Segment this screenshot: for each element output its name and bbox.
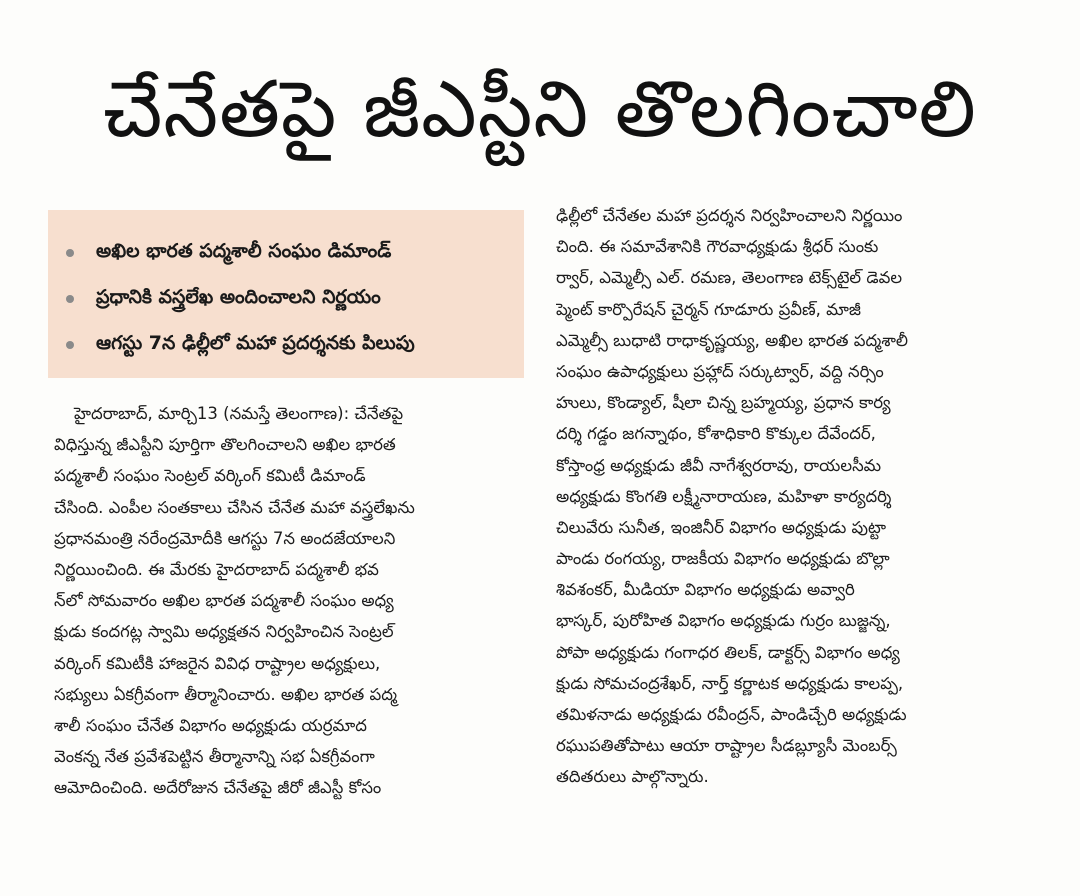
- text-line: సభ్యులు ఏకగ్రీవంగా తీర్మానించారు. అఖిల భారత పద్మ: [54, 684, 398, 704]
- highlight-text: ప్రధానికి వస్త్రలేఖ అందించాలని నిర్ణయం: [96, 285, 381, 308]
- bullet-icon: [66, 249, 74, 257]
- text-line: పోపా అధ్యక్షుడు గంగాధర తిలక్, డాక్టర్స్ విభాగం అధ్య: [556, 642, 900, 662]
- headline: చేనేతపై జీఎస్టీని తొలగించాలి: [103, 65, 977, 155]
- highlights-box: [48, 210, 524, 378]
- text-line: న్‌లో సోమవారం అఖిల భారత పద్మశాలీ సంఘం అధ్య: [54, 591, 394, 611]
- text-line: ర్వార్, ఎమ్మెల్సీ ఎల్. రమణ, తెలంగాణ టెక్స్‌టైల్ డెవల: [556, 268, 903, 288]
- text-line: పద్మశాలీ సంఘం సెంట్రల్ వర్కింగ్ కమిటీ డిమాండ్: [54, 466, 366, 486]
- text-line: సంఘం ఉపాధ్యక్షులు ప్రహ్లాద్ సర్కుట్వార్, వద్ది నర్సిం: [556, 361, 884, 381]
- text-line: చింది. ఈ సమావేశానికి గౌరవాధ్యక్షుడు శ్రీధర్ సుంకు: [556, 237, 879, 257]
- text-line: వర్కింగ్ కమిటీకి హాజరైన వివిధ రాష్ట్రాల అధ్యక్షులు,: [54, 653, 381, 673]
- article-column-right: [556, 200, 1032, 793]
- text-line: హైదరాబాద్, మార్చి13 (నమస్తే తెలంగాణ): చేనేతపై: [74, 404, 404, 423]
- text-line: ఆమోదించింది. అదేరోజున చేనేతపై జీరో జీఎస్టీ కోసం: [54, 778, 382, 798]
- highlight-item: [66, 276, 510, 322]
- text-line: శాలీ సంఘం చేనేత విభాగం అధ్యక్షుడు యర్రమాద: [54, 715, 367, 735]
- text-line: క్షుడు సోమచంద్రశేఖర్, నార్త్ కర్ణాటక అధ్యక్షుడు కాలప్ప,: [556, 673, 904, 693]
- text-line: దర్శి గడ్డం జగన్నాథం, కోశాధికారి కొక్కుల దేవేందర్,: [556, 424, 876, 444]
- article-column-left: [54, 398, 524, 803]
- highlights-list: [66, 230, 510, 368]
- text-line: ఢిల్లీలో చేనేతల మహా ప్రదర్శన నిర్వహించాలని నిర్ణయిం: [556, 206, 903, 225]
- text-line: వెంకన్న నేత ప్రవేశపెట్టిన తీర్మానాన్ని సభ ఏకగ్రీవంగా: [54, 747, 375, 767]
- text-line: నిర్ణయించింది. ఈ మేరకు హైదరాబాద్ పద్మశాలీ భవ: [54, 559, 379, 579]
- text-line: ప్మెంట్ కార్పొరేషన్ చైర్మన్ గూడూరు ప్రవీణ్, మాజీ: [556, 299, 861, 319]
- bullet-icon: [66, 341, 74, 349]
- text-line: తమిళనాడు అధ్యక్షుడు రవీంద్రన్, పాండిచ్చేరి అధ్యక్షుడు: [556, 705, 907, 724]
- text-line: భాస్కర్, పురోహిత విభాగం అధ్యక్షుడు గుర్రం బుజ్జన్న,: [556, 611, 891, 631]
- text-line: చేసింది. ఎంపీల సంతకాలు చేసిన చేనేత మహా వస్త్రలేఖను: [54, 497, 415, 517]
- text-line: విధిస్తున్న జీఎస్టీని పూర్తిగా తొలగించాలని అఖిల భారత: [54, 435, 396, 455]
- text-line: ప్రధానమంత్రి నరేంద్రమోదీకి ఆగస్టు 7న అందజేయాలని: [54, 528, 396, 548]
- bullet-icon: [66, 295, 74, 303]
- text-line: ఎమ్మెల్సీ బుధాటి రాధాకృష్ణయ్య, అఖిల భారత పద్మశాలీ: [556, 330, 908, 350]
- highlight-item: [66, 230, 510, 276]
- highlight-item: [66, 322, 510, 368]
- text-line: అధ్యక్షుడు కొంగతి లక్ష్మీనారాయణ, మహిళా కార్యదర్శి: [556, 486, 892, 506]
- text-line: శివశంకర్, మీడియా విభాగం అధ్యక్షుడు అవ్వారి: [556, 580, 855, 600]
- text-line: పాండు రంగయ్య, రాజకీయ విభాగం అధ్యక్షుడు బొల్లా: [556, 549, 890, 569]
- text-line: హులు, కొండ్యాల్, షీలా చిన్న బ్రహ్మయ్య, ప్రధాన కార్య: [556, 393, 891, 413]
- highlight-text: అఖిల భారత పద్మశాలీ సంఘం డిమాండ్: [96, 239, 392, 262]
- text-line: క్షుడు కందగట్ల స్వామి అధ్యక్షతన నిర్వహించిన సెంట్రల్: [54, 622, 394, 642]
- text-line: తదితరులు పాల్గొన్నారు.: [556, 767, 709, 787]
- text-line: చిలువేరు సునీత, ఇంజినీర్ విభాగం అధ్యక్షుడు పుట్టా: [556, 517, 887, 537]
- highlight-text: ఆగస్టు 7న ఢిల్లీలో మహా ప్రదర్శనకు పిలుపు: [96, 331, 415, 354]
- text-line: కోస్తాంధ్ర అధ్యక్షుడు జీవీ నాగేశ్వరరావు, రాయలసీమ: [556, 455, 882, 475]
- text-line: రఘుపతితోపాటు ఆయా రాష్ట్రాల సీడబ్ల్యూసీ మెంబర్స్: [556, 736, 897, 756]
